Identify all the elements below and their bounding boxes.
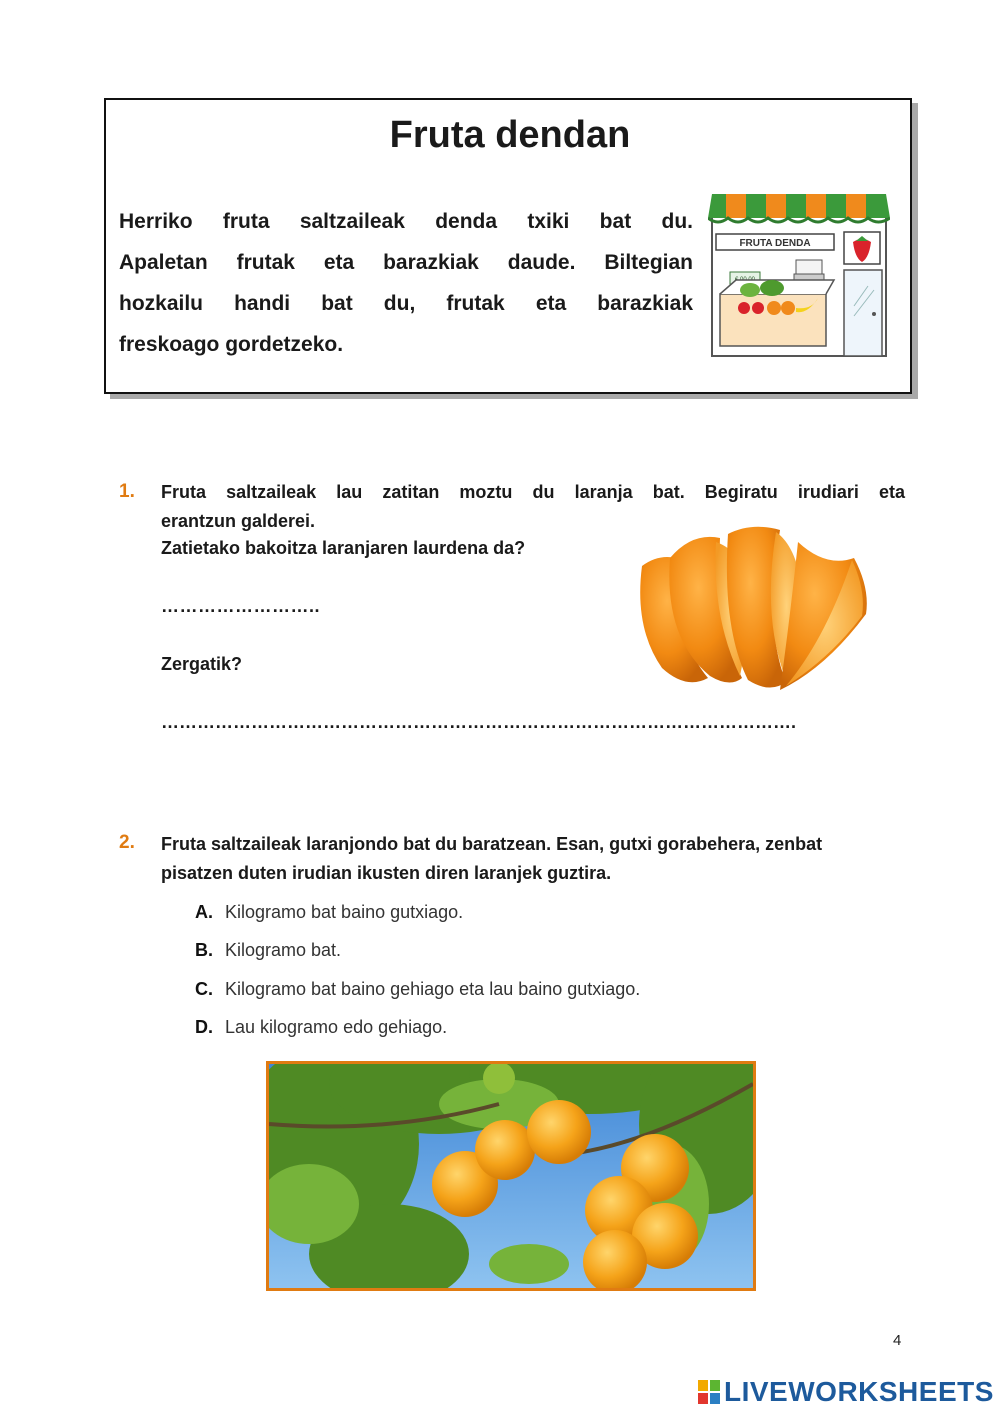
option-letter: C.	[195, 979, 213, 999]
shop-sign-text: FRUTA DENDA	[739, 238, 811, 249]
intro-line: Apaletan frutak eta barazkiak daude. Biltegian	[119, 251, 693, 274]
option-letter: A.	[195, 902, 213, 922]
fruit-shop-illustration	[708, 186, 890, 358]
question-2-text	[161, 830, 905, 888]
question-1-subquestion: Zatietako bakoitza laranjaren laurdena da?	[161, 538, 526, 558]
intro-line: Herriko fruta saltzaileak denda txiki bat du.	[119, 210, 693, 233]
orange-tree-image	[266, 1061, 756, 1291]
option-c[interactable]	[195, 977, 640, 1001]
sliced-orange-image	[630, 518, 880, 698]
why-label: Zergatik?	[161, 654, 243, 674]
option-a[interactable]	[195, 900, 463, 924]
intro-paragraph	[119, 201, 693, 365]
answer-field-1[interactable]: ……………………..	[161, 596, 321, 616]
option-text: Lau kilogramo edo gehiago.	[225, 1017, 448, 1037]
question-1-number: 1.	[119, 481, 135, 502]
option-text: Kilogramo bat baino gehiago eta lau baino gutxiago.	[225, 979, 641, 999]
answer-field-2[interactable]: …………………………………………………………………………………………….	[161, 712, 797, 732]
intro-line: hozkailu handi bat du, frutak eta barazkiak	[119, 292, 693, 315]
option-text: Kilogramo bat.	[225, 940, 342, 960]
option-b[interactable]	[195, 938, 341, 962]
question-1-line: erantzun galderei.	[161, 511, 316, 531]
page-title: Fruta dendan	[389, 114, 631, 156]
logo-icon	[698, 1380, 720, 1404]
option-letter: B.	[195, 940, 213, 960]
question-1-line: Fruta saltzaileak lau zatitan moztu du laranja bat. Begiratu irudiari eta	[161, 482, 905, 502]
option-letter: D.	[195, 1017, 213, 1037]
option-text: Kilogramo bat baino gutxiago.	[225, 902, 464, 922]
question-2-line: Fruta saltzaileak laranjondo bat du baratzean. Esan, gutxi gorabehera, zenbat	[161, 834, 823, 854]
question-2-number: 2.	[119, 832, 135, 853]
logo-text: LIVEWORKSHEETS	[724, 1376, 994, 1407]
option-d[interactable]	[195, 1015, 447, 1039]
page-number: 4	[893, 1332, 902, 1349]
liveworksheets-logo	[698, 1375, 994, 1409]
question-2-line: pisatzen duten irudian ikusten diren laranjek guztira.	[161, 863, 612, 883]
intro-line: freskoago gordetzeko.	[119, 333, 344, 356]
